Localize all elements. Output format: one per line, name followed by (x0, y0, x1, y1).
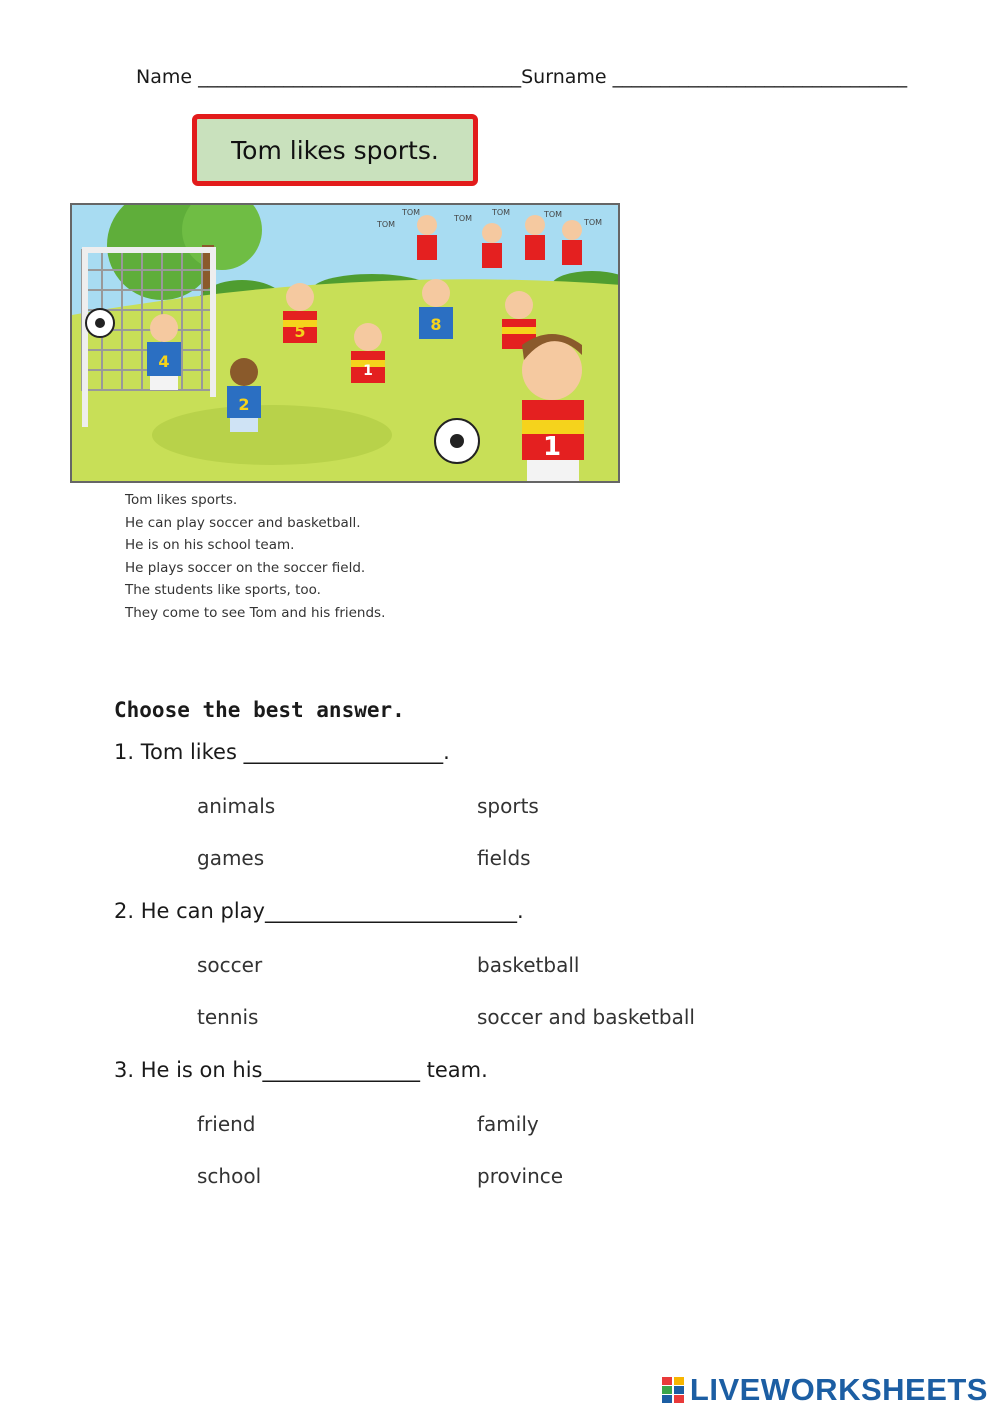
liveworksheets-logo-icon (662, 1377, 684, 1403)
jersey-number: 8 (430, 315, 442, 334)
option-tennis[interactable]: tennis (197, 1005, 259, 1029)
soccer-scene-illustration (70, 203, 620, 483)
option-basketball[interactable]: basketball (477, 953, 580, 977)
chant-label: TOM (454, 214, 473, 223)
brand-name: LIVEWORKSHEETS (689, 1372, 988, 1407)
story-line: He can play soccer and basketball. (125, 514, 361, 531)
chant-label: TOM (377, 220, 396, 229)
story-line: Tom likes sports. (125, 492, 238, 508)
option-games[interactable]: games (197, 846, 265, 870)
jersey-number: 5 (294, 322, 306, 341)
story-line: The students like sports, too. (125, 582, 321, 598)
option-animals[interactable]: animals (197, 794, 276, 818)
question-3: 3. He is on his_______________ team. (114, 1058, 488, 1082)
option-friend[interactable]: friend (197, 1112, 256, 1136)
option-sports[interactable]: sports (477, 794, 539, 818)
story-text (125, 489, 385, 624)
jersey-number: 1 (363, 363, 373, 379)
chant-label: TOM (402, 208, 421, 217)
jersey-number: 2 (238, 395, 250, 414)
name-blank[interactable]: __________________________________ (198, 66, 522, 88)
soccer-scene-svg (72, 205, 620, 483)
option-family[interactable]: family (477, 1112, 539, 1136)
story-line: They come to see Tom and his friends. (125, 604, 386, 621)
option-school[interactable]: school (197, 1164, 262, 1188)
chant-label: TOM (544, 210, 563, 219)
name-surname-line (136, 66, 907, 88)
chant-label: TOM (584, 218, 603, 227)
worksheet-title: Tom likes sports. (231, 135, 439, 165)
story-line: He is on his school team. (125, 537, 295, 553)
option-province[interactable]: province (477, 1164, 564, 1188)
name-label: Name (136, 66, 193, 88)
instructions-heading: Choose the best answer. (114, 698, 405, 722)
option-soccer[interactable]: soccer (197, 953, 263, 977)
option-fields[interactable]: fields (477, 846, 531, 870)
chant-label: TOM (492, 208, 511, 217)
surname-label: Surname (521, 66, 607, 88)
option-soccer-and-basketball[interactable]: soccer and basketball (477, 1005, 695, 1029)
question-2: 2. He can play________________________. (114, 899, 524, 923)
title-box (192, 114, 478, 186)
story-line: He plays soccer on the soccer field. (125, 559, 366, 576)
jersey-number: 1 (542, 432, 562, 462)
jersey-number: 4 (158, 352, 170, 371)
liveworksheets-logo (662, 1372, 988, 1408)
question-1: 1. Tom likes ___________________. (114, 740, 450, 764)
surname-blank[interactable]: _______________________________ (612, 66, 908, 88)
